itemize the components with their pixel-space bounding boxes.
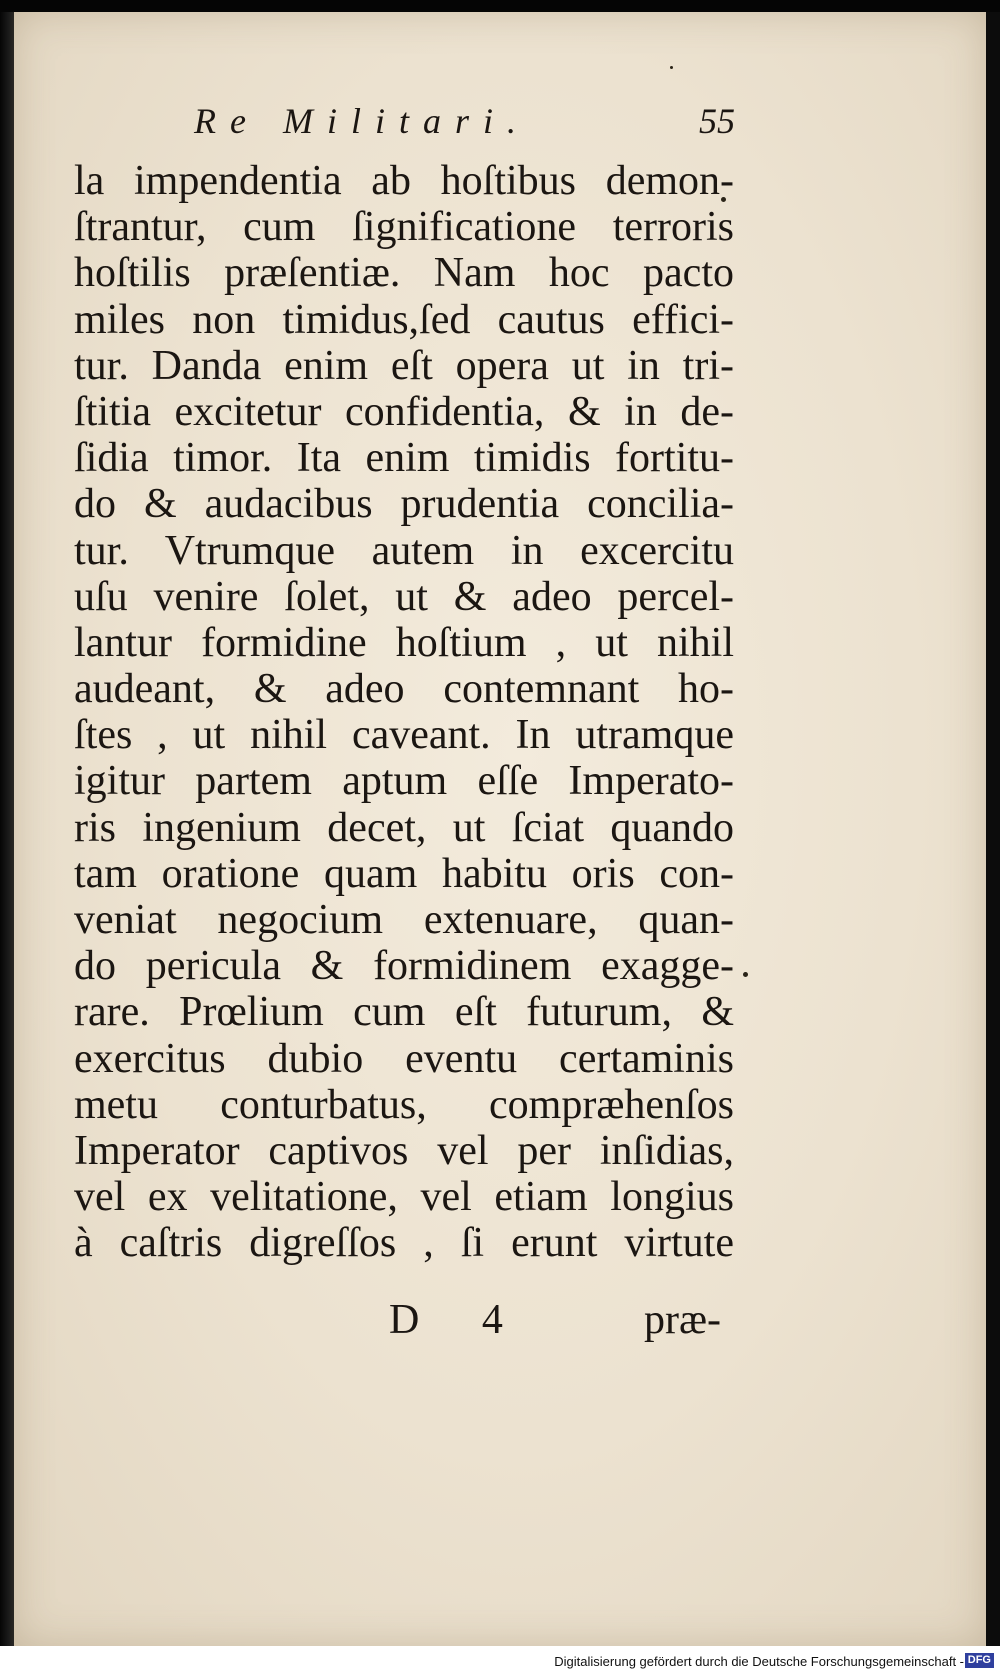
scan-top-edge — [0, 0, 1000, 12]
text-line: uſu venire ſolet, ut & adeo percel- — [74, 573, 734, 620]
text-line: igitur partem aptum eſſe Imperato- — [74, 758, 734, 805]
text-line: hoſtilis præſentiæ. Nam hoc pacto — [74, 250, 734, 297]
running-head-title: Re Militari. — [194, 101, 530, 141]
text-line: rare. Prœlium cum eſt futurum, & — [74, 989, 734, 1036]
running-head — [74, 100, 734, 150]
text-line: ſtrantur, cum ſignificatione terroris — [74, 204, 734, 251]
text-line: veniat negocium extenuare, quan- — [74, 897, 734, 943]
text-line: do & audacibus prudentia concilia- — [74, 481, 734, 528]
text-line: exercitus dubio eventu certaminis — [74, 1035, 734, 1082]
book-left-edge — [0, 0, 14, 1676]
page-number: 55 — [699, 101, 735, 141]
text-line: ſtitia excitetur confidentia, & in de- — [74, 388, 734, 435]
signature-mark: D 4 — [389, 1297, 529, 1343]
text-line: vel ex velitatione, vel etiam longius — [74, 1174, 734, 1221]
catchword: præ- — [644, 1297, 721, 1343]
text-line: Imperator captivos vel per inſidias, — [74, 1127, 734, 1174]
text-line: miles non timidus,ſed cautus effici- — [74, 296, 734, 343]
text-line: tam oratione quam habitu oris con- — [74, 850, 734, 897]
text-line: audeant, & adeo contemnant ho- — [74, 666, 734, 713]
text-line: ſidia timor. Ita enim timidis fortitu- — [74, 435, 734, 482]
text-line: do pericula & formidinem exagge- — [74, 943, 734, 990]
dfg-logo: DFG — [965, 1653, 994, 1668]
book-page — [14, 12, 986, 1646]
text-line: ſtes , ut nihil caveant. In utramque — [74, 712, 734, 759]
text-line: ris ingenium decet, ut ſciat quando — [74, 804, 734, 851]
text-line: lantur formidine hoſtium , ut nihil — [74, 619, 734, 666]
signature-line — [74, 1296, 734, 1346]
digitization-footer — [0, 1646, 1000, 1676]
text-line: tur. Vtrumque autem in excercitu — [74, 527, 734, 574]
footer-credit-text: Digitalisierung gefördert durch die Deutsche Forschungsgemeinschaft - — [554, 1654, 964, 1669]
paper-speck — [670, 66, 673, 69]
text-line: metu conturbatus, compræhenſos — [74, 1081, 734, 1128]
text-line: la impendentia ab hoſtibus demon- — [74, 158, 734, 204]
paper-speck — [743, 972, 748, 977]
text-line: à caſtris digreſſos , ſi erunt virtute — [74, 1220, 734, 1267]
text-line: tur. Danda enim eſt opera ut in tri- — [74, 342, 734, 389]
body-text — [74, 158, 734, 1267]
